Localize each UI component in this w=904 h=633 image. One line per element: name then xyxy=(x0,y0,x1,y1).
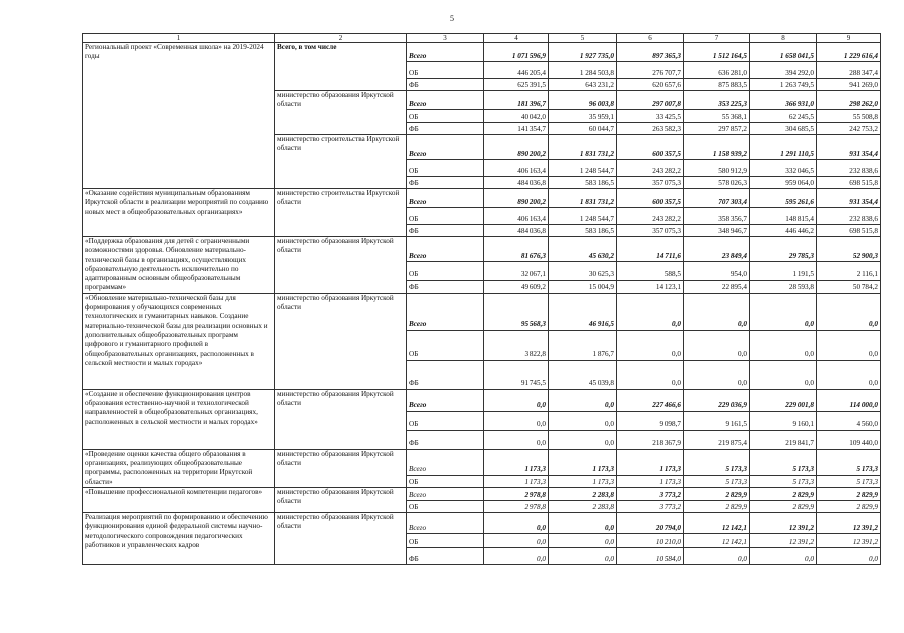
funding-source-cell: Всего xyxy=(407,293,484,330)
funding-source-cell: Всего xyxy=(407,91,484,110)
amount-cell: 9 098,7 xyxy=(617,411,684,430)
amount-cell: 109 440,0 xyxy=(817,430,881,449)
executor-cell: министерство образования Иркутской области xyxy=(275,487,407,512)
amount-cell: 636 281,0 xyxy=(684,62,750,79)
amount-cell: 643 231,2 xyxy=(549,79,617,91)
amount-cell: 0,0 xyxy=(817,330,881,360)
funding-source-cell: ФБ xyxy=(407,79,484,91)
table-body xyxy=(83,34,881,565)
table-row xyxy=(83,487,881,500)
funding-source-cell: ОБ xyxy=(407,62,484,79)
amount-cell: 1 831 731,2 xyxy=(549,135,617,160)
amount-cell: 81 676,3 xyxy=(484,237,549,262)
amount-cell: 446 446,2 xyxy=(750,225,817,237)
amount-cell: 0,0 xyxy=(549,389,617,411)
amount-cell: 890 200,2 xyxy=(484,135,549,160)
amount-cell: 12 391,2 xyxy=(750,533,817,547)
column-number: 4 xyxy=(484,34,549,43)
amount-cell: 1 173,3 xyxy=(549,475,617,487)
amount-cell: 45 630,2 xyxy=(549,237,617,262)
amount-cell: 148 815,4 xyxy=(750,208,817,225)
amount-cell: 583 186,5 xyxy=(549,177,617,189)
amount-cell: 10 584,0 xyxy=(617,547,684,564)
amount-cell: 28 593,8 xyxy=(750,280,817,293)
executor-cell: министерство образования Иркутской области xyxy=(275,389,407,449)
funding-source-cell: ФБ xyxy=(407,430,484,449)
amount-cell: 1 658 041,5 xyxy=(750,43,817,62)
amount-cell: 1 927 735,0 xyxy=(549,43,617,62)
amount-cell: 580 912,9 xyxy=(684,160,750,177)
amount-cell: 2 283,8 xyxy=(549,487,617,500)
amount-cell: 0,0 xyxy=(750,293,817,330)
amount-cell: 1 071 596,9 xyxy=(484,43,549,62)
table-row xyxy=(83,449,881,475)
amount-cell: 1 291 110,5 xyxy=(750,135,817,160)
amount-cell: 5 173,3 xyxy=(817,449,881,475)
funding-source-cell: ФБ xyxy=(407,547,484,564)
funding-source-cell: ОБ xyxy=(407,500,484,512)
activity-name-cell: «Повышение профессиональной компетенции педагогов» xyxy=(83,487,275,512)
funding-source-cell: ФБ xyxy=(407,123,484,135)
amount-cell: 229 001,8 xyxy=(750,389,817,411)
amount-cell: 15 004,9 xyxy=(549,280,617,293)
funding-source-cell: ОБ xyxy=(407,411,484,430)
amount-cell: 0,0 xyxy=(684,547,750,564)
table-row xyxy=(83,189,881,208)
amount-cell: 0,0 xyxy=(484,430,549,449)
amount-cell: 29 785,3 xyxy=(750,237,817,262)
amount-cell: 0,0 xyxy=(549,411,617,430)
amount-cell: 620 657,6 xyxy=(617,79,684,91)
amount-cell: 406 163,4 xyxy=(484,160,549,177)
funding-source-cell: ФБ xyxy=(407,360,484,389)
amount-cell: 14 123,1 xyxy=(617,280,684,293)
column-number: 1 xyxy=(83,34,275,43)
amount-cell: 181 396,7 xyxy=(484,91,549,110)
executor-cell: министерство образования Иркутской области xyxy=(275,512,407,564)
funding-source-cell: ФБ xyxy=(407,225,484,237)
table-row xyxy=(83,43,881,62)
amount-cell: 588,5 xyxy=(617,262,684,280)
amount-cell: 33 425,5 xyxy=(617,110,684,123)
amount-cell: 2 829,9 xyxy=(684,500,750,512)
amount-cell: 243 282,2 xyxy=(617,160,684,177)
amount-cell: 0,0 xyxy=(817,547,881,564)
amount-cell: 358 356,7 xyxy=(684,208,750,225)
funding-source-cell: Всего xyxy=(407,449,484,475)
budget-table xyxy=(82,33,881,565)
funding-source-cell: Всего xyxy=(407,389,484,411)
amount-cell: 1 173,3 xyxy=(484,475,549,487)
amount-cell: 2 116,1 xyxy=(817,262,881,280)
amount-cell: 30 625,3 xyxy=(549,262,617,280)
amount-cell: 332 046,5 xyxy=(750,160,817,177)
amount-cell: 0,0 xyxy=(750,547,817,564)
amount-cell: 2 283,8 xyxy=(549,500,617,512)
activity-name-cell: Региональный проект «Современная школа» на 2019-2024 годы xyxy=(83,43,275,189)
amount-cell: 1 876,7 xyxy=(549,330,617,360)
amount-cell: 60 044,7 xyxy=(549,123,617,135)
amount-cell: 1 173,3 xyxy=(617,449,684,475)
amount-cell: 232 838,6 xyxy=(817,208,881,225)
amount-cell: 3 822,8 xyxy=(484,330,549,360)
amount-cell: 3 773,2 xyxy=(617,487,684,500)
amount-cell: 1 191,5 xyxy=(750,262,817,280)
amount-cell: 12 142,1 xyxy=(684,512,750,533)
amount-cell: 1 173,3 xyxy=(549,449,617,475)
amount-cell: 5 173,3 xyxy=(817,475,881,487)
amount-cell: 32 067,1 xyxy=(484,262,549,280)
amount-cell: 276 707,7 xyxy=(617,62,684,79)
funding-source-cell: ОБ xyxy=(407,262,484,280)
activity-name-cell: «Оказание содействия муниципальным образованиям Иркутской области в реализации мероприятий по созданию новых мест в общеобразовательных организациях» xyxy=(83,189,275,237)
amount-cell: 0,0 xyxy=(549,512,617,533)
amount-cell: 698 515,8 xyxy=(817,225,881,237)
amount-cell: 583 186,5 xyxy=(549,225,617,237)
executor-cell: министерство образования Иркутской области xyxy=(275,449,407,487)
amount-cell: 35 959,1 xyxy=(549,110,617,123)
amount-cell: 5 173,3 xyxy=(684,449,750,475)
column-number: 9 xyxy=(817,34,881,43)
amount-cell: 2 829,9 xyxy=(817,500,881,512)
table-row xyxy=(83,293,881,330)
amount-cell: 0,0 xyxy=(750,360,817,389)
funding-source-cell: Всего xyxy=(407,512,484,533)
amount-cell: 304 685,5 xyxy=(750,123,817,135)
amount-cell: 23 849,4 xyxy=(684,237,750,262)
amount-cell: 875 883,5 xyxy=(684,79,750,91)
funding-source-cell: ФБ xyxy=(407,177,484,189)
amount-cell: 219 875,4 xyxy=(684,430,750,449)
amount-cell: 366 931,0 xyxy=(750,91,817,110)
amount-cell: 931 354,4 xyxy=(817,135,881,160)
funding-source-cell: ОБ xyxy=(407,110,484,123)
amount-cell: 595 261,6 xyxy=(750,189,817,208)
amount-cell: 357 075,3 xyxy=(617,177,684,189)
funding-source-cell: ОБ xyxy=(407,475,484,487)
amount-cell: 0,0 xyxy=(817,293,881,330)
amount-cell: 49 609,2 xyxy=(484,280,549,293)
funding-source-cell: ОБ xyxy=(407,330,484,360)
amount-cell: 578 026,3 xyxy=(684,177,750,189)
amount-cell: 600 357,5 xyxy=(617,189,684,208)
amount-cell: 12 391,2 xyxy=(817,512,881,533)
amount-cell: 698 515,8 xyxy=(817,177,881,189)
table-row xyxy=(83,512,881,533)
amount-cell: 446 205,4 xyxy=(484,62,549,79)
amount-cell: 46 916,5 xyxy=(549,293,617,330)
amount-cell: 263 582,3 xyxy=(617,123,684,135)
page-number: 5 xyxy=(450,14,454,23)
amount-cell: 12 142,1 xyxy=(684,533,750,547)
amount-cell: 0,0 xyxy=(549,533,617,547)
column-number-row xyxy=(83,34,881,43)
amount-cell: 890 200,2 xyxy=(484,189,549,208)
amount-cell: 0,0 xyxy=(617,330,684,360)
executor-cell: министерство строительства Иркутской области xyxy=(275,189,407,237)
amount-cell: 0,0 xyxy=(750,330,817,360)
amount-cell: 20 794,0 xyxy=(617,512,684,533)
executor-cell: министерство образования Иркутской области xyxy=(275,91,407,135)
amount-cell: 0,0 xyxy=(484,389,549,411)
executor-cell: министерство образования Иркутской области xyxy=(275,237,407,294)
amount-cell: 288 347,4 xyxy=(817,62,881,79)
amount-cell: 348 946,7 xyxy=(684,225,750,237)
activity-name-cell: «Проведение оценки качества общего образования в организациях, реализующих общеобразовательные программы, расположенных на территории Иркутской области» xyxy=(83,449,275,487)
amount-cell: 55 368,1 xyxy=(684,110,750,123)
amount-cell: 0,0 xyxy=(617,360,684,389)
activity-name-cell: «Обновление материально-технической базы для формирования у обучающихся современных технологических и гуманитарных навыков. Создание материально-технической базы для реализации основных и дополнительных общеобразовательных программ цифрового и гуманитарного профилей в общеобразовательных организациях, расположенных в сельской местности и малых городах» xyxy=(83,293,275,389)
amount-cell: 5 173,3 xyxy=(684,475,750,487)
amount-cell: 0,0 xyxy=(484,547,549,564)
executor-cell: министерство строительства Иркутской области xyxy=(275,135,407,189)
amount-cell: 22 895,4 xyxy=(684,280,750,293)
amount-cell: 4 560,0 xyxy=(817,411,881,430)
amount-cell: 5 173,3 xyxy=(750,449,817,475)
amount-cell: 2 829,9 xyxy=(750,487,817,500)
funding-source-cell: Всего xyxy=(407,237,484,262)
amount-cell: 5 173,3 xyxy=(750,475,817,487)
amount-cell: 96 003,8 xyxy=(549,91,617,110)
amount-cell: 62 245,5 xyxy=(750,110,817,123)
amount-cell: 12 391,2 xyxy=(817,533,881,547)
amount-cell: 1 229 616,4 xyxy=(817,43,881,62)
amount-cell: 353 225,3 xyxy=(684,91,750,110)
amount-cell: 625 391,5 xyxy=(484,79,549,91)
amount-cell: 2 978,8 xyxy=(484,487,549,500)
amount-cell: 219 841,7 xyxy=(750,430,817,449)
amount-cell: 297 857,2 xyxy=(684,123,750,135)
funding-source-cell: ОБ xyxy=(407,208,484,225)
amount-cell: 1 173,3 xyxy=(484,449,549,475)
amount-cell: 40 042,0 xyxy=(484,110,549,123)
column-number: 6 xyxy=(617,34,684,43)
amount-cell: 484 036,8 xyxy=(484,225,549,237)
amount-cell: 1 248 544,7 xyxy=(549,160,617,177)
amount-cell: 1 158 939,2 xyxy=(684,135,750,160)
amount-cell: 0,0 xyxy=(484,512,549,533)
amount-cell: 0,0 xyxy=(617,293,684,330)
funding-source-cell: ФБ xyxy=(407,280,484,293)
amount-cell: 95 568,3 xyxy=(484,293,549,330)
amount-cell: 45 039,8 xyxy=(549,360,617,389)
amount-cell: 959 064,0 xyxy=(750,177,817,189)
executor-cell: Всего, в том числе xyxy=(275,43,407,91)
amount-cell: 1 173,3 xyxy=(617,475,684,487)
amount-cell: 141 354,7 xyxy=(484,123,549,135)
activity-name-cell: Реализация мероприятий по формированию и обеспечению функционирования единой федеральной системы научно-методологического сопровождения педагогических работников и управленческих кадров xyxy=(83,512,275,564)
amount-cell: 2 829,9 xyxy=(684,487,750,500)
amount-cell: 707 303,4 xyxy=(684,189,750,208)
column-number: 8 xyxy=(750,34,817,43)
amount-cell: 0,0 xyxy=(484,411,549,430)
column-number: 5 xyxy=(549,34,617,43)
amount-cell: 2 978,8 xyxy=(484,500,549,512)
amount-cell: 1 284 503,8 xyxy=(549,62,617,79)
table-row xyxy=(83,237,881,262)
amount-cell: 0,0 xyxy=(684,360,750,389)
amount-cell: 0,0 xyxy=(549,430,617,449)
amount-cell: 14 711,6 xyxy=(617,237,684,262)
executor-cell: министерство образования Иркутской области xyxy=(275,293,407,389)
funding-source-cell: Всего xyxy=(407,135,484,160)
amount-cell: 0,0 xyxy=(484,533,549,547)
amount-cell: 3 773,2 xyxy=(617,500,684,512)
amount-cell: 0,0 xyxy=(684,293,750,330)
amount-cell: 0,0 xyxy=(549,547,617,564)
amount-cell: 218 367,9 xyxy=(617,430,684,449)
amount-cell: 229 036,9 xyxy=(684,389,750,411)
amount-cell: 55 508,8 xyxy=(817,110,881,123)
amount-cell: 12 391,2 xyxy=(750,512,817,533)
amount-cell: 931 354,4 xyxy=(817,189,881,208)
amount-cell: 52 900,3 xyxy=(817,237,881,262)
amount-cell: 50 784,2 xyxy=(817,280,881,293)
activity-name-cell: «Поддержка образования для детей с ограниченными возможностями здоровья. Обновление материально-технической базы в организациях, осуществляющих образовательную деятельность исключительно по адаптированным основным общеобразовательным программам» xyxy=(83,237,275,294)
activity-name-cell: «Создание и обеспечение функционирования центров образования естественно-научной и технологической направленностей в общеобразовательных организациях, расположенных в сельской местности и малых городах» xyxy=(83,389,275,449)
funding-source-cell: Всего xyxy=(407,487,484,500)
column-number: 2 xyxy=(275,34,407,43)
funding-source-cell: ОБ xyxy=(407,160,484,177)
amount-cell: 232 838,6 xyxy=(817,160,881,177)
amount-cell: 114 000,0 xyxy=(817,389,881,411)
funding-source-cell: ОБ xyxy=(407,533,484,547)
amount-cell: 242 753,2 xyxy=(817,123,881,135)
amount-cell: 9 160,1 xyxy=(750,411,817,430)
amount-cell: 1 831 731,2 xyxy=(549,189,617,208)
amount-cell: 394 292,0 xyxy=(750,62,817,79)
amount-cell: 1 248 544,7 xyxy=(549,208,617,225)
amount-cell: 298 262,0 xyxy=(817,91,881,110)
funding-source-cell: Всего xyxy=(407,43,484,62)
column-number: 3 xyxy=(407,34,484,43)
amount-cell: 243 282,2 xyxy=(617,208,684,225)
amount-cell: 0,0 xyxy=(684,330,750,360)
table-row xyxy=(83,389,881,411)
column-number: 7 xyxy=(684,34,750,43)
amount-cell: 10 210,0 xyxy=(617,533,684,547)
amount-cell: 941 269,0 xyxy=(817,79,881,91)
amount-cell: 227 466,6 xyxy=(617,389,684,411)
amount-cell: 600 357,5 xyxy=(617,135,684,160)
amount-cell: 406 163,4 xyxy=(484,208,549,225)
amount-cell: 954,0 xyxy=(684,262,750,280)
amount-cell: 9 161,5 xyxy=(684,411,750,430)
amount-cell: 91 745,5 xyxy=(484,360,549,389)
amount-cell: 2 829,9 xyxy=(750,500,817,512)
amount-cell: 2 829,9 xyxy=(817,487,881,500)
amount-cell: 1 512 164,5 xyxy=(684,43,750,62)
amount-cell: 484 036,8 xyxy=(484,177,549,189)
amount-cell: 1 263 749,5 xyxy=(750,79,817,91)
amount-cell: 297 007,8 xyxy=(617,91,684,110)
amount-cell: 357 075,3 xyxy=(617,225,684,237)
funding-source-cell: Всего xyxy=(407,189,484,208)
amount-cell: 0,0 xyxy=(817,360,881,389)
amount-cell: 897 365,3 xyxy=(617,43,684,62)
